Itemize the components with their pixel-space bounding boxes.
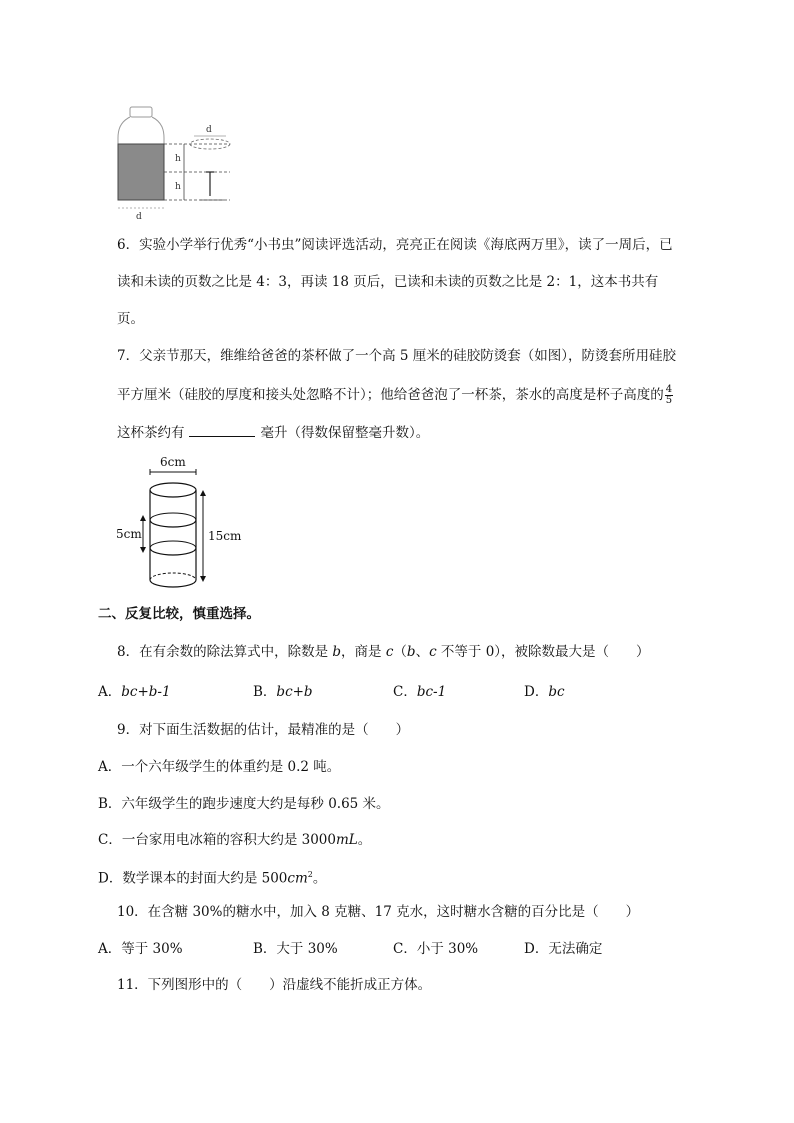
q9-option-d[interactable] xyxy=(98,866,326,888)
bottle-water xyxy=(118,144,164,200)
cup-height-label: 15cm xyxy=(208,529,242,543)
sleeve-top-ellipse-back xyxy=(150,513,196,520)
q7-line-3-after: 毫升（得数保留整毫升数）。 xyxy=(260,425,430,441)
bottle-cap xyxy=(130,107,152,117)
q8-option-d-label: D． xyxy=(524,684,549,700)
q8-stem-part-3: 不等于 0），被除数最大是（ ） xyxy=(436,644,650,660)
q6-line-2: 读和未读的页数之比是 4：3，再读 18 页后，已读和未读的页数之比是 2：1，这本书共有 xyxy=(117,274,659,290)
sleeve-height-label: 5cm xyxy=(116,527,142,541)
q8-option-b[interactable] xyxy=(253,683,313,701)
d-label-top: d xyxy=(206,125,212,135)
sleeve-top-ellipse xyxy=(150,520,196,527)
q7-fraction xyxy=(665,385,673,406)
q8-separator: 、 xyxy=(415,644,430,660)
q8-stem-part-2: ，商是 xyxy=(341,644,386,660)
q9-option-c-unit: mL xyxy=(335,832,358,848)
q7-fraction-numerator: 4 xyxy=(665,384,673,395)
q9-option-c[interactable] xyxy=(98,831,371,849)
d-label-bottom: d xyxy=(136,212,142,222)
q8-stem-part-1: 8．在有余数的除法算式中，除数是 xyxy=(117,644,333,660)
answer-blank[interactable] xyxy=(189,424,255,437)
q6-line-3: 页。 xyxy=(117,311,144,327)
q8-option-c-label: C． xyxy=(393,684,417,700)
q7-line-2 xyxy=(117,385,673,406)
q8-option-c-text: bc-1 xyxy=(416,684,447,700)
sleeve-bottom-ellipse xyxy=(150,548,196,555)
q8-var-c: c xyxy=(385,644,394,660)
q9-option-d-unit: cm xyxy=(287,870,308,887)
cup-top-ellipse xyxy=(150,483,196,497)
q9-option-a[interactable]: A．一个六年级学生的体重约是 0.2 吨。 xyxy=(98,759,341,775)
q8-paren-open: （ xyxy=(393,644,407,660)
q6-line-1: 6．实验小学举行优秀“小书虫”阅读评选活动，亮亮正在阅读《海底两万里》，读了一周后，已 xyxy=(117,237,673,253)
h-label-lower: h xyxy=(175,182,181,192)
q8-var-b-2: b xyxy=(406,644,416,660)
q7-line-2-text: 平方厘米（硅胶的厚度和接头处忽略不计）；他给爸爸泡了一杯茶，茶水的高度是杯子高度的 xyxy=(117,387,664,403)
height-arrow-down xyxy=(200,576,206,582)
q7-line-3-before: 这杯茶约有 xyxy=(117,425,185,441)
q8-stem xyxy=(117,643,650,661)
q10-option-a[interactable]: A．等于 30% xyxy=(98,941,183,957)
q10-option-c[interactable]: C．小于 30% xyxy=(393,941,479,957)
q7-line-1: 7．父亲节那天，维维给爸爸的茶杯做了一个高 5 厘米的硅胶防烫套（如图），防烫套所用硅胶 xyxy=(117,348,677,364)
q9-option-c-text: C．一台家用电冰箱的容积大约是 3000 xyxy=(98,832,336,848)
sleeve-arrow-up xyxy=(140,515,146,521)
bottle-figure xyxy=(112,104,242,222)
q9-option-d-text: D．数学课本的封面大约是 500 xyxy=(98,870,288,887)
h-label-upper: h xyxy=(175,154,181,164)
q8-option-d-text: bc xyxy=(548,684,565,700)
height-arrow-up xyxy=(200,490,206,496)
section-2-heading: 二、反复比较，慎重选择。 xyxy=(98,606,260,622)
q9-option-d-exponent: 2 xyxy=(307,870,313,879)
q9-option-d-end: 。 xyxy=(312,870,327,887)
q11-stem: 11．下列图形中的（ ）沿虚线不能折成正方体。 xyxy=(117,977,432,993)
bottle-shoulder xyxy=(118,117,164,138)
q10-option-b[interactable]: B．大于 30% xyxy=(253,941,338,957)
q9-option-c-end: 。 xyxy=(357,832,372,848)
q8-option-c[interactable] xyxy=(393,683,446,701)
cup-bottom-back xyxy=(150,573,196,580)
cup-diameter-label: 6cm xyxy=(160,455,186,469)
q10-stem: 10．在含糖 30%的糖水中，加入 8 克糖、17 克水，这时糖水含糖的百分比是（ ） xyxy=(117,904,640,920)
q8-option-b-text: bc+b xyxy=(276,684,313,700)
q8-option-d[interactable] xyxy=(524,683,565,701)
sleeve-bottom-ellipse-back xyxy=(150,541,196,548)
q8-option-a-text: bc+b-1 xyxy=(121,684,171,700)
q8-var-b: b xyxy=(332,644,342,660)
q7-fraction-denominator: 5 xyxy=(665,395,673,406)
q8-option-a-label: A． xyxy=(98,684,122,700)
cup-bottom-front xyxy=(150,580,196,587)
q8-option-b-label: B． xyxy=(253,684,277,700)
q9-option-b[interactable]: B．六年级学生的跑步速度大约是每秒 0.65 米。 xyxy=(98,796,390,812)
q8-var-c-2: c xyxy=(429,644,437,660)
q9-stem: 9．对下面生活数据的估计，最精准的是（ ） xyxy=(117,722,410,738)
q7-line-3 xyxy=(117,424,429,442)
sleeve-arrow-down xyxy=(140,547,146,553)
q10-option-d[interactable]: D．无法确定 xyxy=(524,941,603,957)
q8-option-a[interactable] xyxy=(98,683,171,701)
cup-figure xyxy=(114,452,254,592)
